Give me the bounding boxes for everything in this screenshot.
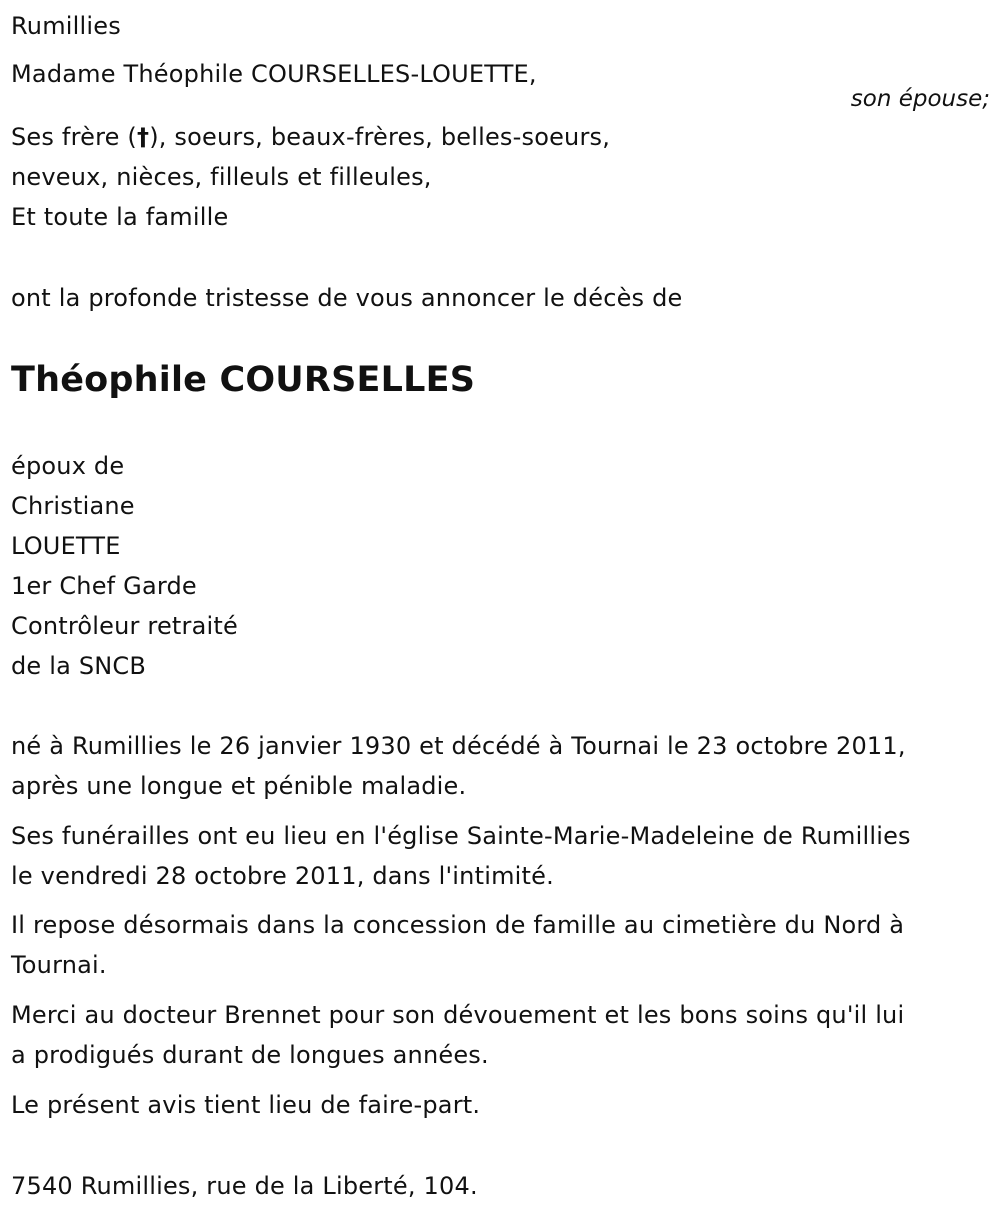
detail-line: Christiane xyxy=(11,492,135,520)
announcement-text: ont la profonde tristesse de vous annoncer le décès de xyxy=(11,284,683,312)
cross-icon: † xyxy=(137,123,150,151)
funeral-line-2: le vendredi 28 octobre 2011, dans l'intimité. xyxy=(11,862,554,890)
funeral-line-1: Ses funérailles ont eu lieu en l'église Sainte-Marie-Madeleine de Rumillies xyxy=(11,822,911,850)
family-line-1 xyxy=(11,121,610,153)
resting-place-line-2: Tournai. xyxy=(11,951,107,979)
birth-death-line-1: né à Rumillies le 26 janvier 1930 et décédé à Tournai le 23 octobre 2011, xyxy=(11,732,906,760)
notice-text: Le présent avis tient lieu de faire-part. xyxy=(11,1091,481,1119)
family-line-3: Et toute la famille xyxy=(11,203,229,231)
family-line-1-start: Ses frère ( xyxy=(11,123,137,151)
detail-line: Contrôleur retraité xyxy=(11,612,238,640)
detail-line: LOUETTE xyxy=(11,532,121,560)
birth-death-line-2: après une longue et pénible maladie. xyxy=(11,772,467,800)
widow-relation: son épouse; xyxy=(850,86,990,112)
thanks-line-2: a prodigués durant de longues années. xyxy=(11,1041,489,1069)
thanks-line-1: Merci au docteur Brennet pour son dévouement et les bons soins qu'il lui xyxy=(11,1001,905,1029)
widow-name: Madame Théophile COURSELLES-LOUETTE, xyxy=(11,60,537,88)
family-line-2: neveux, nièces, filleuls et filleules, xyxy=(11,163,432,191)
deceased-name: Théophile COURSELLES xyxy=(11,360,476,400)
resting-place-line-1: Il repose désormais dans la concession de famille au cimetière du Nord à xyxy=(11,911,905,939)
detail-line: 1er Chef Garde xyxy=(11,572,197,600)
address-text: 7540 Rumillies, rue de la Liberté, 104. xyxy=(11,1172,478,1200)
detail-line: de la SNCB xyxy=(11,652,147,680)
detail-line: époux de xyxy=(11,452,125,480)
family-line-1-end: ), soeurs, beaux-frères, belles-soeurs, xyxy=(149,123,611,151)
town-heading: Rumillies xyxy=(11,12,121,40)
